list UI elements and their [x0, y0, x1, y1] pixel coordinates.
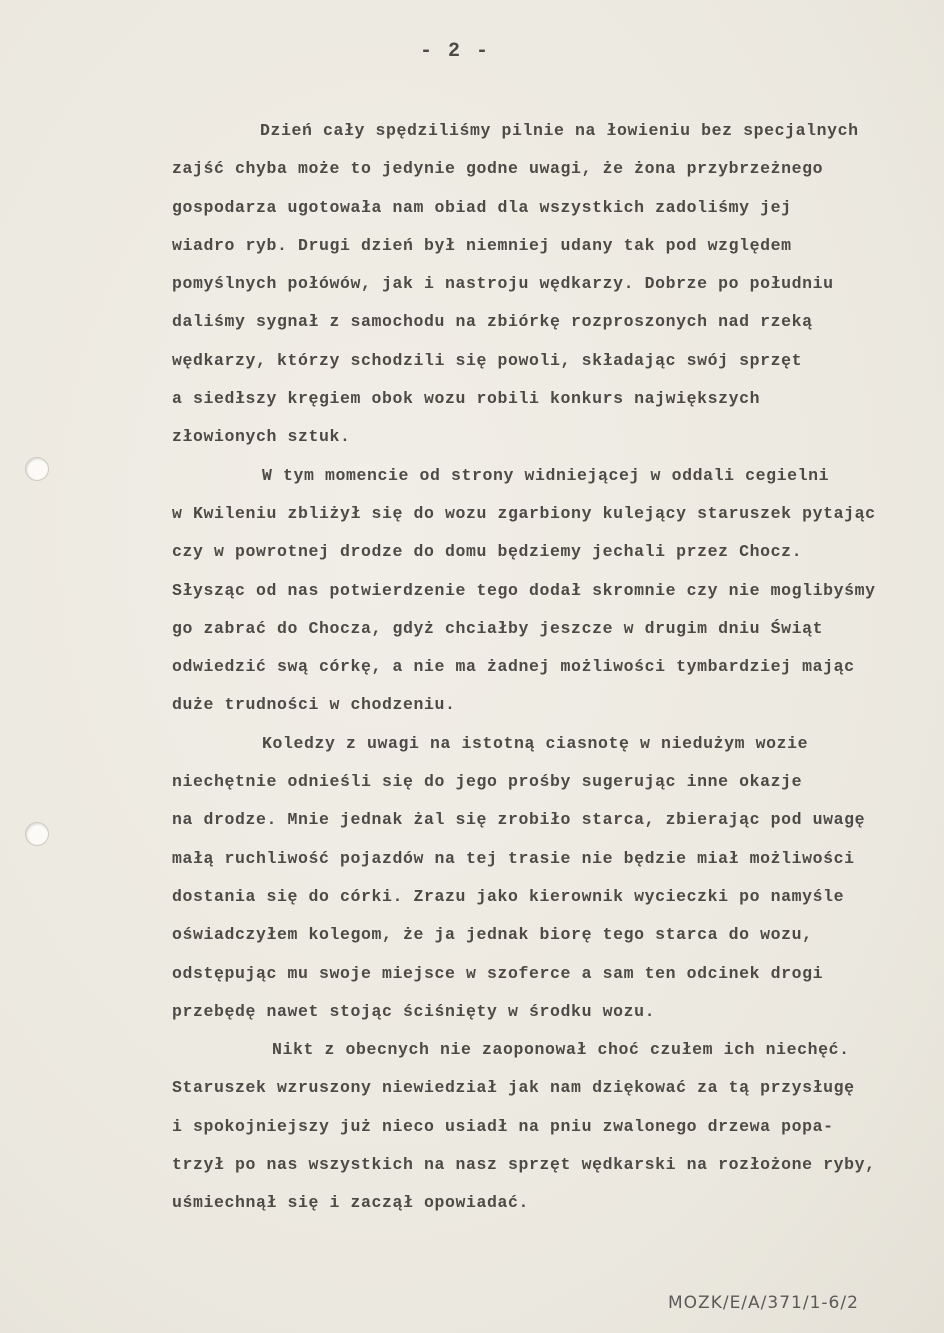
text-line: W tym momencie od strony widniejącej w oddali cegielni	[262, 465, 830, 485]
text-line: duże trudności w chodzeniu.	[172, 695, 456, 715]
text-line: czy w powrotnej drodze do domu będziemy jechali przez Chocz.	[172, 542, 803, 562]
archive-reference: MOZK/E/A/371/1-6/2	[668, 1293, 859, 1313]
text-line: małą ruchliwość pojazdów na tej trasie nie będzie miał możliwości	[172, 848, 855, 868]
text-line: niechętnie odnieśli się do jego prośby sugerując inne okazje	[172, 772, 803, 792]
text-line: pomyślnych połówów, jak i nastroju wędkarzy. Dobrze po południu	[172, 274, 834, 294]
text-line: Nikt z obecnych nie zaoponował choć czułem ich niechęć.	[272, 1040, 850, 1060]
text-line: przebędę nawet stojąc ściśnięty w środku wozu.	[172, 1001, 656, 1021]
body-text	[172, 112, 942, 1223]
text-line: Dzień cały spędziliśmy pilnie na łowieniu bez specjalnych	[260, 121, 859, 140]
text-line: złowionych sztuk.	[172, 427, 351, 447]
text-line: w Kwileniu zbliżył się do wozu zgarbiony kulejący staruszek pytając	[172, 503, 876, 523]
text-line: trzył po nas wszystkich na nasz sprzęt wędkarski na rozłożone ryby,	[172, 1155, 876, 1175]
text-line: oświadczyłem kolegom, że ja jednak biorę tego starca do wozu,	[172, 925, 813, 945]
text-line: Staruszek wzruszony niewiedział jak nam dziękować za tą przysługę	[172, 1078, 855, 1098]
text-line: dostania się do córki. Zrazu jako kierownik wycieczki po namyśle	[172, 886, 845, 906]
text-line: zajść chyba może to jedynie godne uwagi, że żona przybrzeżnego	[172, 159, 824, 179]
text-line: a siedłszy kręgiem obok wozu robili konkurs największych	[172, 389, 761, 409]
text-line: Słysząc od nas potwierdzenie tego dodał skromnie czy nie moglibyśmy	[172, 580, 876, 600]
text-line: uśmiechnął się i zaczął opowiadać.	[172, 1193, 530, 1213]
text-line: gospodarza ugotowała nam obiad dla wszystkich zadoliśmy jej	[172, 197, 792, 217]
text-line: go zabrać do Chocza, gdyż chciałby jeszcze w drugim dniu Świąt	[172, 618, 824, 638]
text-line: odstępując mu swoje miejsce w szoferce a sam ten odcinek drogi	[172, 963, 824, 983]
text-line: wędkarzy, którzy schodzili się powoli, składając swój sprzęt	[172, 350, 803, 370]
text-line: na drodze. Mnie jednak żal się zrobiło starca, zbierając pod uwagę	[172, 810, 866, 830]
punch-hole-bottom	[25, 822, 49, 846]
page-number: - 2 -	[419, 40, 490, 63]
text-line: odwiedzić swą córkę, a nie ma żadnej możliwości tymbardziej mając	[172, 657, 855, 677]
text-line: Koledzy z uwagi na istotną ciasnotę w niedużym wozie	[262, 733, 809, 753]
text-line: daliśmy sygnał z samochodu na zbiórkę rozproszonych nad rzeką	[172, 312, 813, 332]
text-line: i spokojniejszy już nieco usiadł na pniu zwalonego drzewa popa-	[172, 1116, 834, 1136]
text-line: wiadro ryb. Drugi dzień był niemniej udany tak pod względem	[172, 235, 792, 255]
punch-hole-top	[25, 457, 49, 481]
